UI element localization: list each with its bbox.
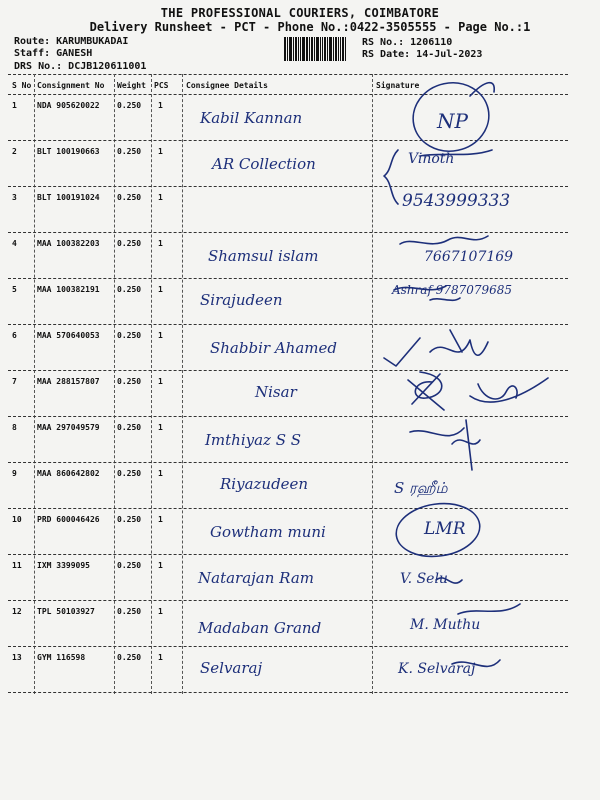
row-weight: 0.250 (117, 469, 142, 478)
row-weight: 0.250 (117, 239, 142, 248)
row-sno: 11 (12, 561, 22, 570)
row-consignment: BLT 100191024 (37, 193, 100, 202)
table-row (0, 95, 600, 141)
route-label: Route: KARUMBUKADAI (14, 36, 129, 47)
row-consignment: MAA 288157807 (37, 377, 100, 386)
row-consignment: TPL 50103927 (37, 607, 95, 616)
row-consignment: GYM 116598 (37, 653, 86, 662)
table-row (0, 463, 600, 509)
row-signature: Ashraf 9787079685 (392, 283, 513, 297)
row-sno: 12 (12, 607, 22, 616)
row-consignee: Shabbir Ahamed (210, 339, 337, 357)
staff-label: Staff: GANESH (14, 48, 93, 59)
row-consignee: Sirajudeen (200, 291, 283, 309)
row-consignee: Imthiyaz S S (205, 431, 302, 449)
row-pcs: 1 (158, 193, 163, 202)
row-consignment: MAA 297049579 (37, 423, 100, 432)
table-row (0, 279, 600, 325)
row-signature: S ரஹீம் (394, 479, 448, 497)
row-sno: 5 (12, 285, 17, 294)
drs-number: DRS No.: DCJB120611001 (14, 61, 147, 72)
row-weight: 0.250 (117, 147, 142, 156)
row-sno: 13 (12, 653, 22, 662)
col-consignee: Consignee Details (186, 81, 268, 90)
col-signature: Signature (376, 81, 420, 90)
row-consignment: NDA 905620022 (37, 101, 100, 110)
row-consignment: IXM 3399095 (37, 561, 90, 570)
row-pcs: 1 (158, 423, 163, 432)
row-consignee: Madaban Grand (198, 619, 322, 637)
row-weight: 0.250 (117, 377, 142, 386)
row-sno: 7 (12, 377, 17, 386)
row-consignment: MAA 860642802 (37, 469, 100, 478)
table-row (0, 417, 600, 463)
col-pcs: PCS (154, 81, 169, 90)
row-weight: 0.250 (117, 607, 142, 616)
row-weight: 0.250 (117, 101, 142, 110)
row-signature: 7667107169 (424, 249, 514, 265)
table-row (0, 187, 600, 233)
row-signature: Vinoth (408, 151, 455, 167)
rs-number: RS No.: 1206110 (362, 37, 453, 48)
row-consignee: Shamsul islam (208, 247, 319, 265)
row-pcs: 1 (158, 469, 163, 478)
row-weight: 0.250 (117, 515, 142, 524)
table-row (0, 647, 600, 693)
row-pcs: 1 (158, 331, 163, 340)
row-consignee: Riyazudeen (220, 475, 309, 493)
row-signature: NP (437, 109, 468, 133)
col-consignment: Consignment No (37, 81, 105, 90)
row-pcs: 1 (158, 607, 163, 616)
row-consignment: MAA 100382203 (37, 239, 100, 248)
table-row (0, 601, 600, 647)
rs-date: RS Date: 14-Jul-2023 (362, 49, 483, 60)
row-consignee: Nisar (255, 383, 297, 401)
row-weight: 0.250 (117, 193, 142, 202)
table-row (0, 141, 600, 187)
row-weight: 0.250 (117, 561, 142, 570)
row-pcs: 1 (158, 515, 163, 524)
barcode (284, 37, 354, 61)
row-pcs: 1 (158, 101, 163, 110)
row-consignment: BLT 100190663 (37, 147, 100, 156)
table-row (0, 325, 600, 371)
table-top-rule (8, 74, 568, 75)
row-sno: 1 (12, 101, 17, 110)
row-consignee: AR Collection (212, 155, 316, 173)
row-consignment: MAA 570640053 (37, 331, 100, 340)
row-consignee: Kabil Kannan (200, 109, 303, 127)
row-signature: K. Selvaraj (398, 661, 476, 677)
row-consignee: Gowtham muni (210, 523, 326, 541)
row-sno: 3 (12, 193, 17, 202)
row-pcs: 1 (158, 147, 163, 156)
table-row (0, 509, 600, 555)
row-weight: 0.250 (117, 653, 142, 662)
row-consignment: MAA 100382191 (37, 285, 100, 294)
runsheet-title: Delivery Runsheet - PCT - Phone No.:0422-3505555 - Page No.:1 (89, 20, 531, 34)
row-signature: V. Selu (400, 571, 448, 587)
row-sno: 6 (12, 331, 17, 340)
col-weight: Weight (117, 81, 146, 90)
row-sno: 9 (12, 469, 17, 478)
row-consignee: Natarajan Ram (198, 569, 314, 587)
row-signature: LMR (424, 519, 466, 539)
row-pcs: 1 (158, 561, 163, 570)
row-pcs: 1 (158, 285, 163, 294)
row-sno: 8 (12, 423, 17, 432)
row-consignment: PRD 600046426 (37, 515, 100, 524)
row-pcs: 1 (158, 239, 163, 248)
table-row (0, 233, 600, 279)
row-signature: 9543999333 (402, 191, 511, 211)
table-row (0, 555, 600, 601)
row-weight: 0.250 (117, 285, 142, 294)
row-signature: M. Muthu (410, 617, 481, 633)
row-sno: 4 (12, 239, 17, 248)
row-weight: 0.250 (117, 331, 142, 340)
row-weight: 0.250 (117, 423, 142, 432)
row-pcs: 1 (158, 377, 163, 386)
table-row (0, 371, 600, 417)
company-title: THE PROFESSIONAL COURIERS, COIMBATORE (160, 6, 440, 20)
row-consignee: Selvaraj (200, 659, 263, 677)
row-sno: 10 (12, 515, 22, 524)
col-sno: S No (12, 81, 32, 90)
row-pcs: 1 (158, 653, 163, 662)
row-sno: 2 (12, 147, 17, 156)
row-separator (8, 692, 568, 693)
